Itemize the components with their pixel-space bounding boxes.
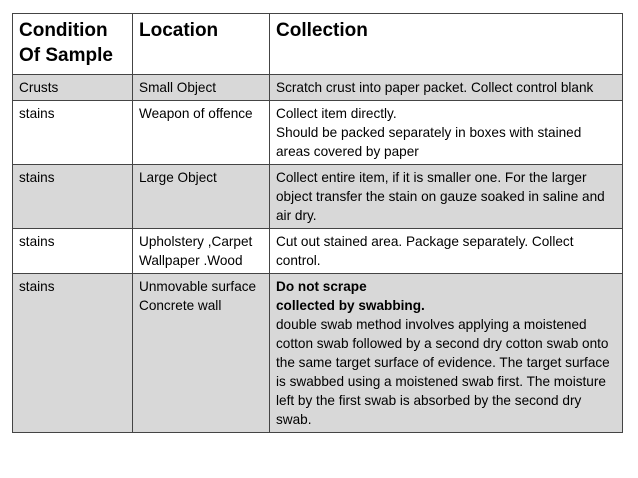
- cell-condition: stains: [13, 274, 133, 433]
- cell-condition: stains: [13, 165, 133, 229]
- collection-text: double swab method involves applying a moistened cotton swab followed by a second dry cotton swab onto the same target surface of evidence. The target surface is swabbed using a moistened swab first. The moisture left by the first swab is absorbed by the second dry swab.: [276, 317, 610, 427]
- collection-line: Should be packed separately in boxes with stained areas covered by paper: [276, 125, 582, 159]
- cell-collection: [270, 274, 623, 433]
- table-row: [13, 101, 623, 165]
- cell-collection: Scratch crust into paper packet. Collect control blank: [270, 75, 623, 101]
- cell-location: Small Object: [133, 75, 270, 101]
- table-row: [13, 165, 623, 229]
- table-row: [13, 75, 623, 101]
- table-row: [13, 274, 623, 433]
- cell-location: Large Object: [133, 165, 270, 229]
- cell-location: Upholstery ,Carpet Wallpaper .Wood: [133, 229, 270, 274]
- table-header-row: [13, 14, 623, 75]
- cell-location: Weapon of offence: [133, 101, 270, 165]
- cell-condition: stains: [13, 101, 133, 165]
- cell-location: Unmovable surface Concrete wall: [133, 274, 270, 433]
- header-collection: Collection: [270, 14, 623, 75]
- collection-bold-line: collected by swabbing.: [276, 298, 425, 313]
- collection-bold-line: Do not scrape: [276, 279, 367, 294]
- sample-collection-table: [12, 13, 623, 433]
- cell-condition: stains: [13, 229, 133, 274]
- cell-collection: [270, 101, 623, 165]
- cell-collection: Cut out stained area. Package separately. Collect control.: [270, 229, 623, 274]
- cell-collection: Collect entire item, if it is smaller one. For the larger object transfer the stain on gauze soaked in saline and air dry.: [270, 165, 623, 229]
- collection-line: Collect item directly.: [276, 106, 397, 121]
- table-row: [13, 229, 623, 274]
- header-location: Location: [133, 14, 270, 75]
- cell-condition: Crusts: [13, 75, 133, 101]
- header-condition: Condition Of Sample: [13, 14, 133, 75]
